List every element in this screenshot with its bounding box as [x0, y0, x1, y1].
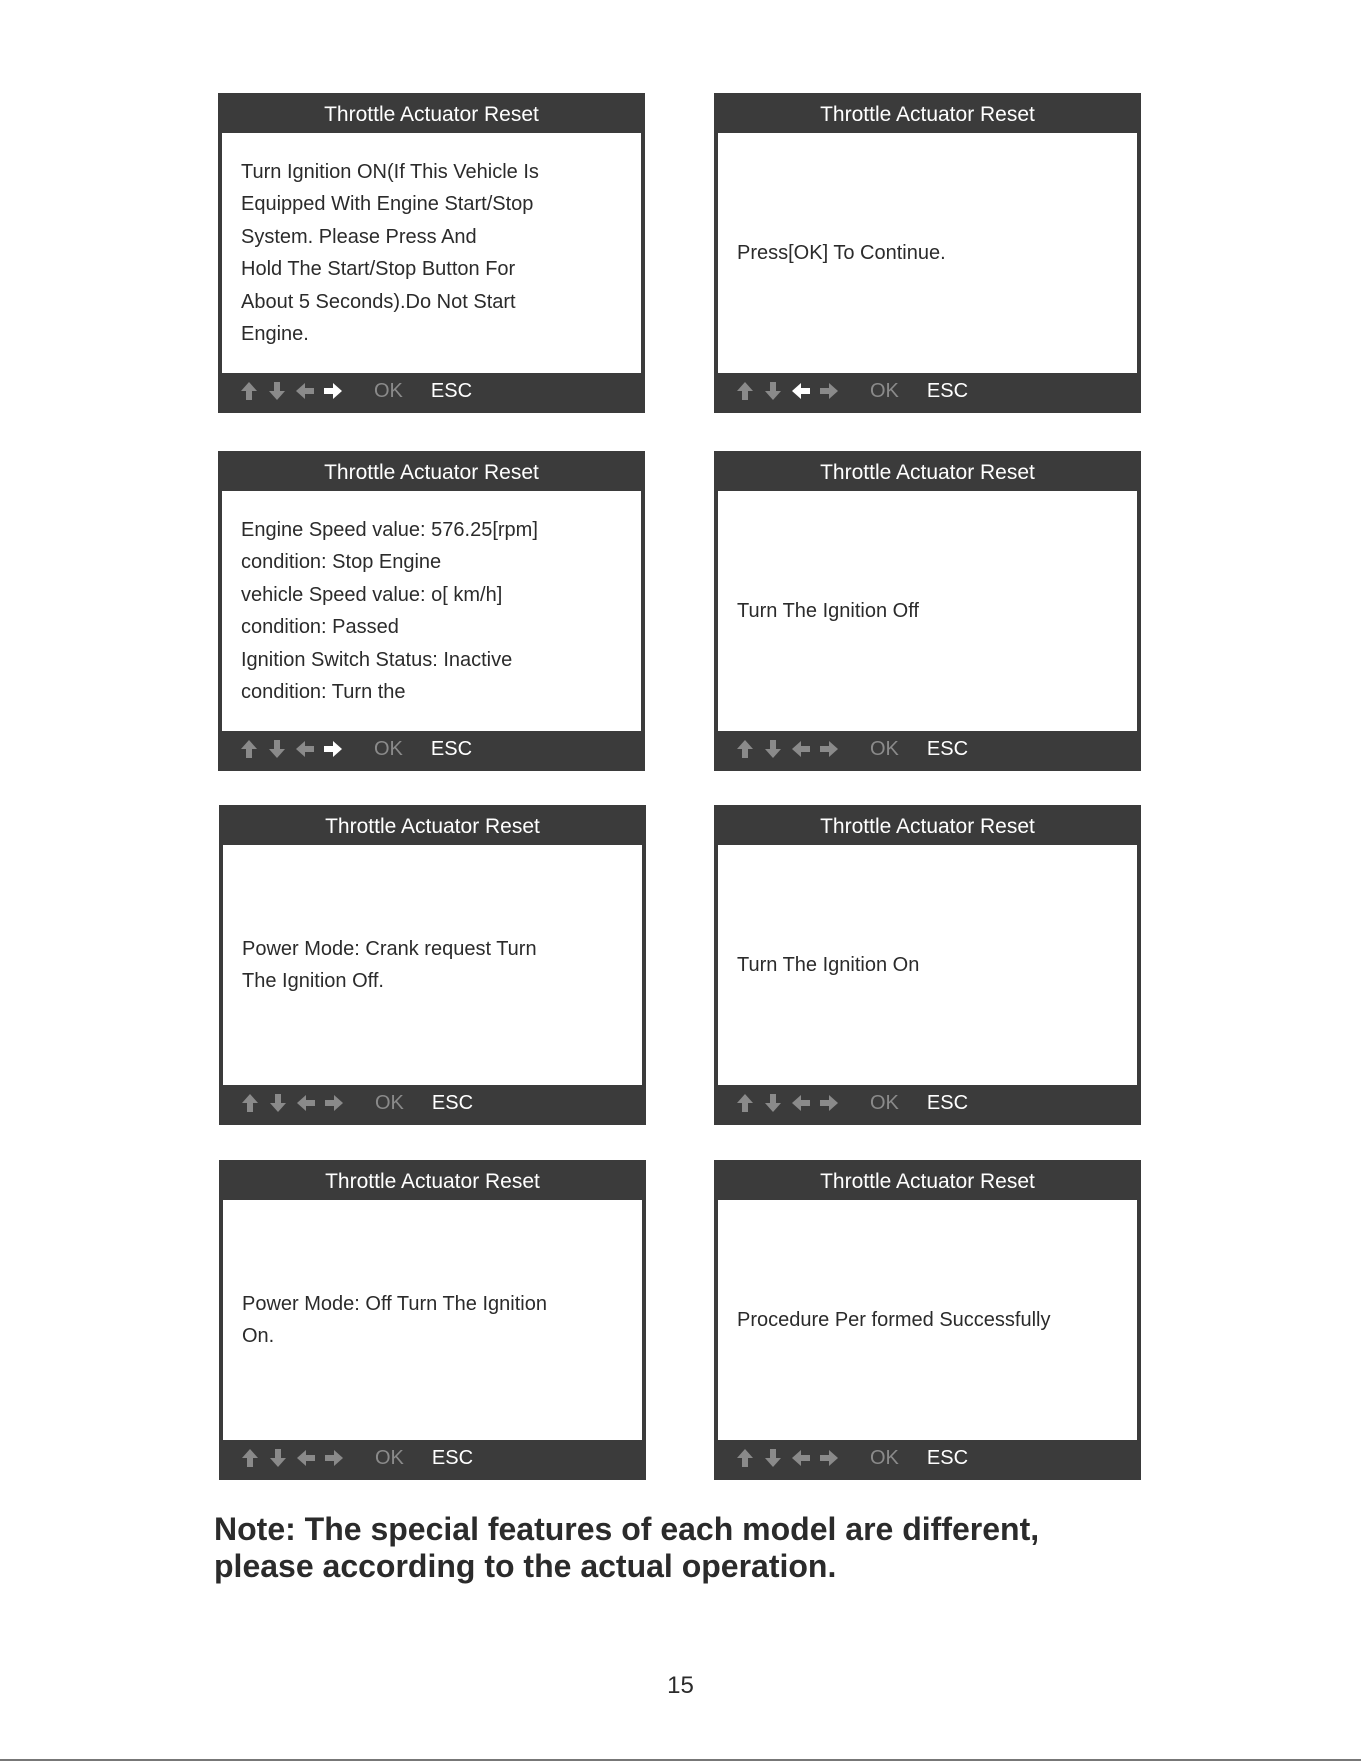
message-line: Turn Ignition ON(If This Vehicle Is	[241, 160, 539, 183]
note-line: Note: The special features of each model are different,	[214, 1511, 1040, 1547]
ok-button-label: OK	[870, 1446, 899, 1469]
esc-button-label: ESC	[431, 1091, 474, 1114]
right-arrow-icon	[816, 1090, 842, 1116]
up-arrow-icon	[237, 1445, 263, 1471]
esc-button-label: ESC	[926, 1446, 969, 1469]
left-arrow-icon	[788, 1445, 814, 1471]
screen-title: Throttle Actuator Reset	[718, 97, 1137, 133]
screen-title: Throttle Actuator Reset	[718, 1164, 1137, 1200]
right-arrow-icon	[816, 378, 842, 404]
screen-3	[218, 451, 645, 771]
screen-8	[714, 1160, 1141, 1480]
screen-message	[241, 491, 631, 731]
screen-message	[737, 491, 1127, 731]
screen-title: Throttle Actuator Reset	[222, 455, 641, 491]
note-text	[214, 1511, 1039, 1585]
screen-4	[714, 451, 1141, 771]
up-arrow-icon	[236, 378, 262, 404]
up-arrow-icon	[732, 378, 758, 404]
button-bar	[223, 1085, 642, 1121]
left-arrow-icon	[788, 1090, 814, 1116]
down-arrow-icon	[265, 1445, 291, 1471]
up-arrow-icon	[732, 736, 758, 762]
esc-button-label: ESC	[431, 1446, 474, 1469]
down-arrow-icon	[760, 378, 786, 404]
button-bar	[718, 731, 1137, 767]
right-arrow-icon	[320, 378, 346, 404]
up-arrow-icon	[732, 1445, 758, 1471]
screen-message	[737, 1200, 1127, 1440]
message-line: condition: Passed	[241, 616, 399, 638]
ok-button-label: OK	[374, 737, 403, 760]
ok-button-label: OK	[375, 1091, 404, 1114]
down-arrow-icon	[760, 736, 786, 762]
ok-button-label: OK	[375, 1446, 404, 1469]
message-line: Turn The Ignition Off	[737, 599, 919, 622]
left-arrow-icon	[293, 1090, 319, 1116]
message-line: Ignition Switch Status: Inactive	[241, 648, 513, 671]
screen-title: Throttle Actuator Reset	[718, 455, 1137, 491]
message-line: Equipped With Engine Start/Stop	[241, 193, 534, 215]
ok-button-label: OK	[374, 379, 403, 402]
left-arrow-icon	[292, 378, 318, 404]
button-bar	[718, 1440, 1137, 1476]
button-bar	[718, 1085, 1137, 1121]
down-arrow-icon	[760, 1445, 786, 1471]
message-line: System. Please Press And	[241, 225, 477, 248]
down-arrow-icon	[264, 736, 290, 762]
ok-button-label: OK	[870, 379, 899, 402]
esc-button-label: ESC	[926, 1091, 969, 1114]
esc-button-label: ESC	[926, 379, 969, 402]
left-arrow-icon	[293, 1445, 319, 1471]
message-line: The Ignition Off.	[242, 970, 384, 992]
right-arrow-icon	[320, 736, 346, 762]
ok-button-label: OK	[870, 1091, 899, 1114]
screen-6	[714, 805, 1141, 1125]
screen-title: Throttle Actuator Reset	[223, 809, 642, 845]
down-arrow-icon	[265, 1090, 291, 1116]
esc-button-label: ESC	[430, 379, 473, 402]
note-line: please according to the actual operation.	[214, 1548, 837, 1584]
message-line: On.	[242, 1325, 275, 1347]
right-arrow-icon	[816, 1445, 842, 1471]
message-line: Hold The Start/Stop Button For	[241, 258, 516, 280]
message-line: Engine.	[241, 323, 309, 345]
screen-message	[737, 845, 1127, 1085]
message-line: condition: Stop Engine	[241, 551, 442, 573]
screen-1	[218, 93, 645, 413]
screen-message	[737, 133, 1127, 373]
up-arrow-icon	[732, 1090, 758, 1116]
message-line: About 5 Seconds).Do Not Start	[241, 290, 516, 313]
message-line: Power Mode: Off Turn The Ignition	[242, 1292, 547, 1315]
screen-title: Throttle Actuator Reset	[223, 1164, 642, 1200]
message-line: Power Mode: Crank request Turn	[242, 937, 537, 960]
screen-5	[219, 805, 646, 1125]
message-line: Procedure Per formed Successfully	[737, 1308, 1051, 1331]
message-line: Press[OK] To Continue.	[737, 241, 946, 264]
left-arrow-icon	[292, 736, 318, 762]
esc-button-label: ESC	[430, 737, 473, 760]
page-number: 15	[667, 1672, 694, 1699]
up-arrow-icon	[237, 1090, 263, 1116]
screen-7	[219, 1160, 646, 1480]
button-bar	[222, 731, 641, 767]
screen-title: Throttle Actuator Reset	[718, 809, 1137, 845]
left-arrow-icon	[788, 378, 814, 404]
down-arrow-icon	[264, 378, 290, 404]
button-bar	[718, 373, 1137, 409]
button-bar	[222, 373, 641, 409]
screen-title: Throttle Actuator Reset	[222, 97, 641, 133]
message-line: Engine Speed value: 576.25[rpm]	[241, 518, 538, 541]
down-arrow-icon	[760, 1090, 786, 1116]
screen-message	[242, 845, 632, 1085]
message-line: vehicle Speed value: o[ km/h]	[241, 583, 503, 606]
button-bar	[223, 1440, 642, 1476]
screen-message	[242, 1200, 632, 1440]
esc-button-label: ESC	[926, 737, 969, 760]
up-arrow-icon	[236, 736, 262, 762]
right-arrow-icon	[816, 736, 842, 762]
right-arrow-icon	[321, 1090, 347, 1116]
screen-2	[714, 93, 1141, 413]
left-arrow-icon	[788, 736, 814, 762]
message-line: Turn The Ignition On	[737, 953, 920, 976]
message-line: condition: Turn the	[241, 681, 406, 703]
ok-button-label: OK	[870, 737, 899, 760]
right-arrow-icon	[321, 1445, 347, 1471]
screen-message	[241, 133, 631, 373]
